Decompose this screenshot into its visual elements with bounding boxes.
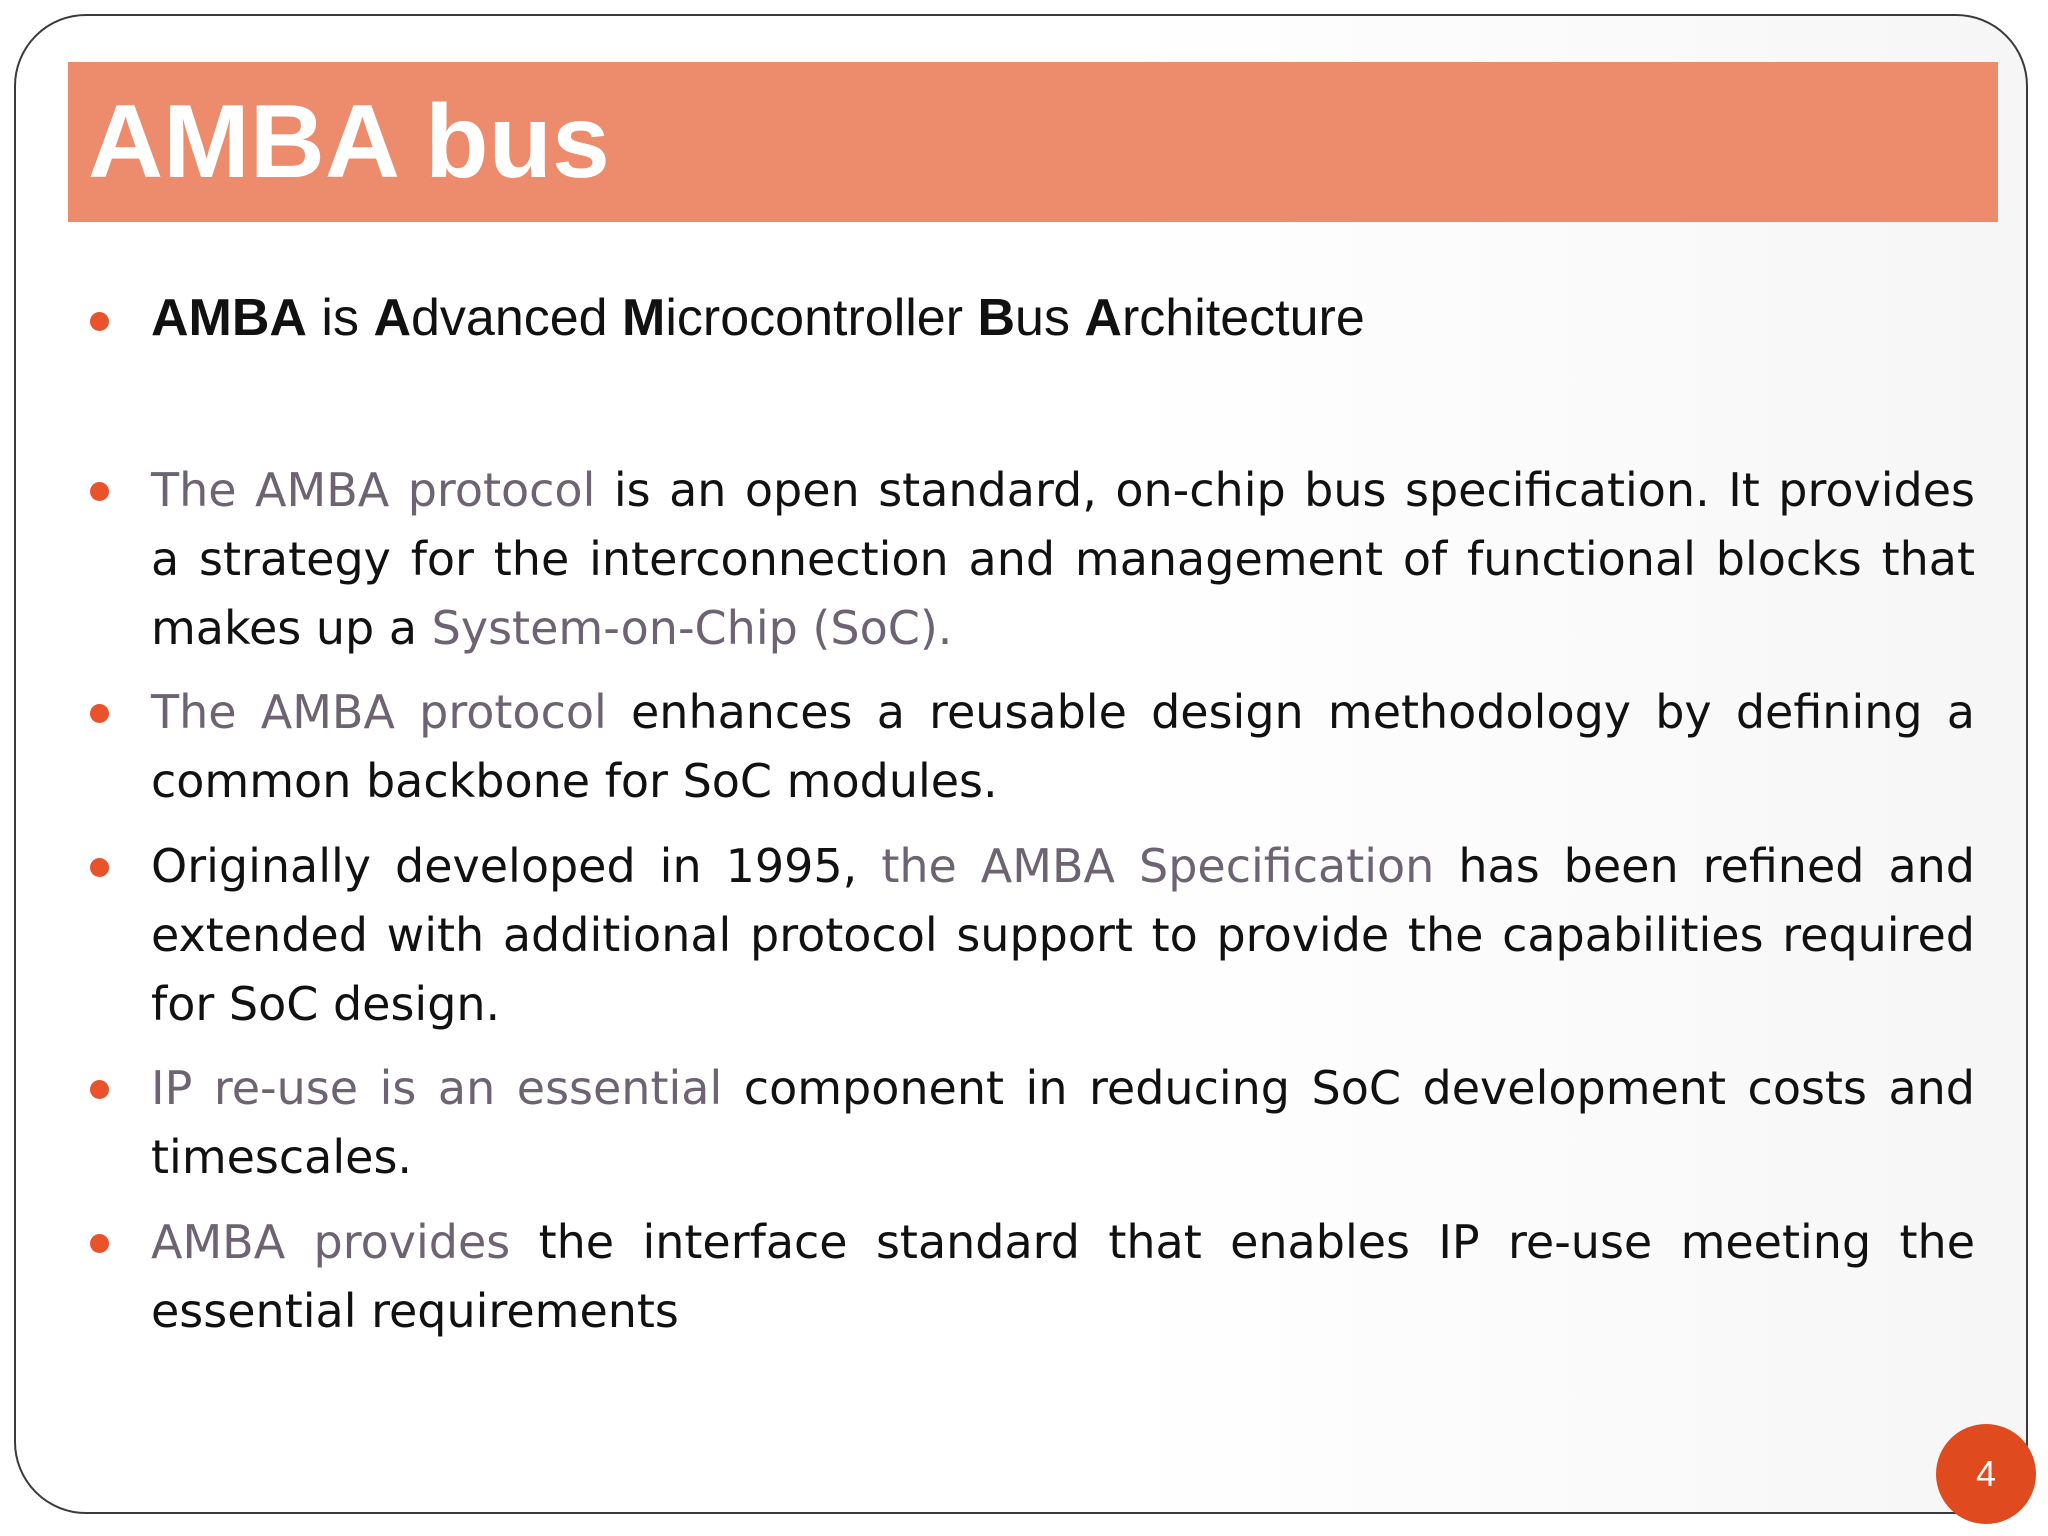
bullet-text-segment: AMBA xyxy=(151,289,307,347)
bullet-text-segment: us xyxy=(1015,289,1085,347)
bullet-dot-icon xyxy=(90,1234,109,1253)
bullet-text-segment: has been refined and extended with additional protocol support to provide the capabilities required for SoC design. xyxy=(151,839,1976,1031)
bullet-text-segment: The AMBA protocol xyxy=(151,685,607,739)
bullet-dot-icon xyxy=(90,1080,109,1099)
bullet-text-segment: Originally developed in 1995, xyxy=(151,839,882,893)
bullet-dot-icon xyxy=(90,482,109,501)
bullet-text-segment: enhances a reusable design methodology by defining a common backbone for SoC modules. xyxy=(151,685,1975,808)
bullet-text-segment: is xyxy=(306,289,374,347)
bullet-dot-icon xyxy=(90,704,109,723)
bullet-text xyxy=(151,678,1975,816)
bullet-text-segment: rchitecture xyxy=(1121,289,1365,347)
bullet-text xyxy=(151,832,1975,1039)
bullet-text-segment: component in reducing SoC development costs and timescales. xyxy=(151,1061,1976,1184)
bullet-text xyxy=(151,285,1975,351)
bullet-text xyxy=(151,1208,1975,1346)
bullet-text-segment: IP re-use is an essential xyxy=(151,1061,723,1115)
bullet-text-segment: the AMBA Specification xyxy=(881,839,1435,893)
bullet-text xyxy=(151,1054,1975,1192)
bullet-text-segment: A xyxy=(1084,289,1122,347)
bullet-dot-icon xyxy=(90,858,109,877)
bullet-text-segment: B xyxy=(977,289,1016,347)
bullet-text-segment: icrocontroller xyxy=(665,289,978,347)
bullet-text-segment: M xyxy=(622,289,666,347)
bullet-text-segment: the interface standard that enables IP re-use meeting the essential requirements xyxy=(151,1215,1975,1338)
bullet-text-segment: The AMBA protocol xyxy=(151,463,596,517)
slide-title: AMBA bus xyxy=(88,84,610,200)
bullet-text-segment: AMBA provides xyxy=(151,1215,511,1269)
bullet-dot-icon xyxy=(90,312,109,331)
bullet-text-segment: A xyxy=(373,289,411,347)
bullet-text-segment: dvanced xyxy=(411,289,623,347)
bullet-text-segment: is an open standard, on-chip bus specification. It provides a strategy for the interconnection and management of functional blocks that makes up a xyxy=(151,463,1975,655)
bullet-text-segment: System-on-Chip (SoC). xyxy=(431,601,953,655)
page-number-badge: 4 xyxy=(1936,1424,2036,1524)
bullet-text xyxy=(151,456,1975,663)
